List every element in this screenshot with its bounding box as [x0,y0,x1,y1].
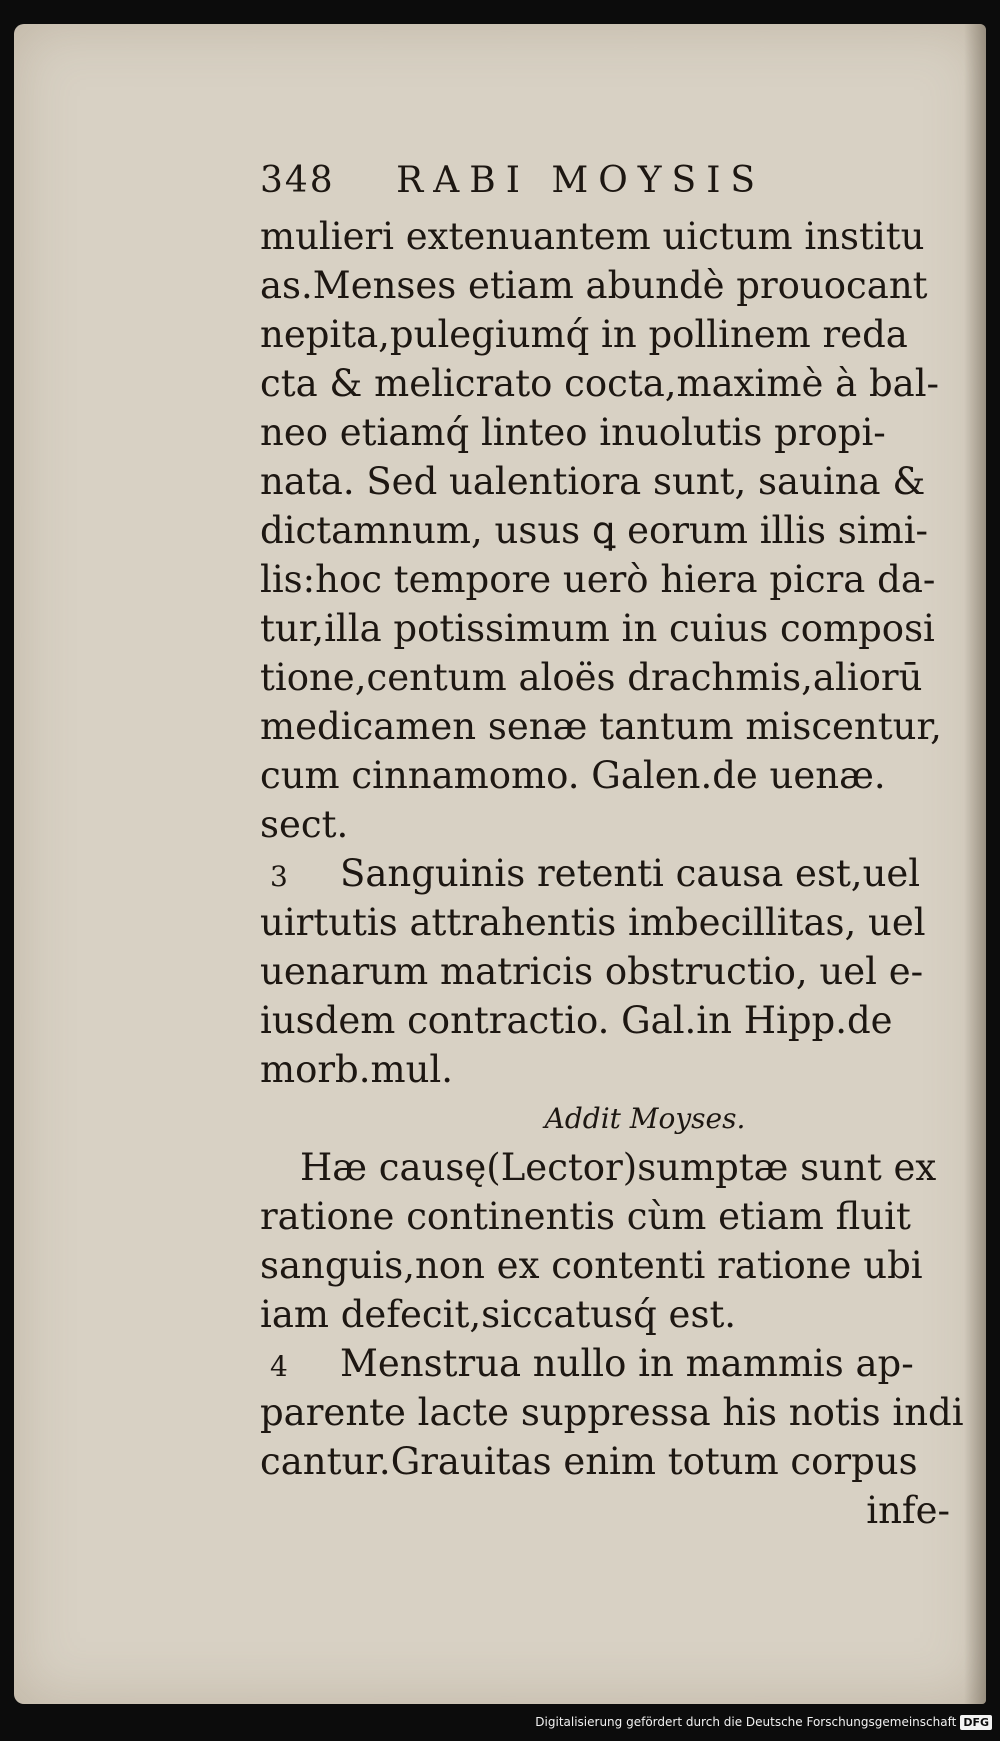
catchword: infe- [866,1489,950,1532]
text-line: Hæ causę(Lector)sumptæ sunt ex [300,1146,937,1189]
text-line: neo etiamq́ linteo inuolutis propi- [260,411,886,454]
section-number: 4 [270,1350,288,1383]
text-line: mulieri extenuantem uictum institu [260,215,925,258]
text-line: tur,illa potissimum in cuius composi [260,607,935,650]
page-number: 348 [260,160,335,201]
text-line: dictamnum, usus ꝗ eorum illis simi- [260,509,929,552]
digitization-credit [0,1715,1000,1735]
text-line: sanguis,non ex contenti ratione ubi [260,1244,923,1287]
page-text [260,160,964,1535]
text-line: tione,centum aloës drachmis,aliorū [260,656,923,699]
text-line: uirtutis attrahentis imbecillitas, uel [260,901,926,944]
section-3-first-line [260,849,950,898]
subheading: Addit Moyses. [544,1102,746,1135]
text-line: Menstrua nullo in mammis ap- [340,1342,914,1385]
text-line: parente lacte suppressa his notis indi [260,1391,964,1434]
running-head-title: RABI MOYSIS [396,160,766,201]
text-line: lis:hoc tempore uerò hiera picra da- [260,558,936,601]
text-line: nata. Sed ualentiora sunt, sauina & [260,460,926,503]
text-line: as.Menses etiam abundè prouocant [260,264,928,307]
page-edge-shadow [964,24,986,1704]
text-line: ratione continentis cùm etiam fluit [260,1195,911,1238]
text-line: cantur.Grauitas enim totum corpus [260,1440,918,1483]
text-line: nepita,pulegiumq́ in pollinem reda [260,313,908,356]
section-number: 3 [270,860,288,893]
running-header [260,160,950,212]
text-line: medicamen senæ tantum miscentur, [260,705,942,748]
credit-text: Digitalisierung gefördert durch die Deutsche Forschungsgemeinschaft [535,1715,957,1729]
text-line: Sanguinis retenti causa est,uel [340,852,921,895]
section-4-first-line [260,1339,950,1388]
text-line: uenarum matricis obstructio, uel e- [260,950,924,993]
text-line: iam defecit,siccatusq́ est. [260,1293,737,1336]
text-line: morb.mul. [260,1048,454,1091]
book-page [14,24,986,1704]
text-line: sect. [260,803,349,846]
dfg-logo-icon: DFG [960,1715,992,1730]
text-line: cum cinnamomo. Galen.de uenæ. [260,754,886,797]
text-line: cta & melicrato cocta,maximè à bal- [260,362,940,405]
text-line: iusdem contractio. Gal.in Hipp.de [260,999,893,1042]
